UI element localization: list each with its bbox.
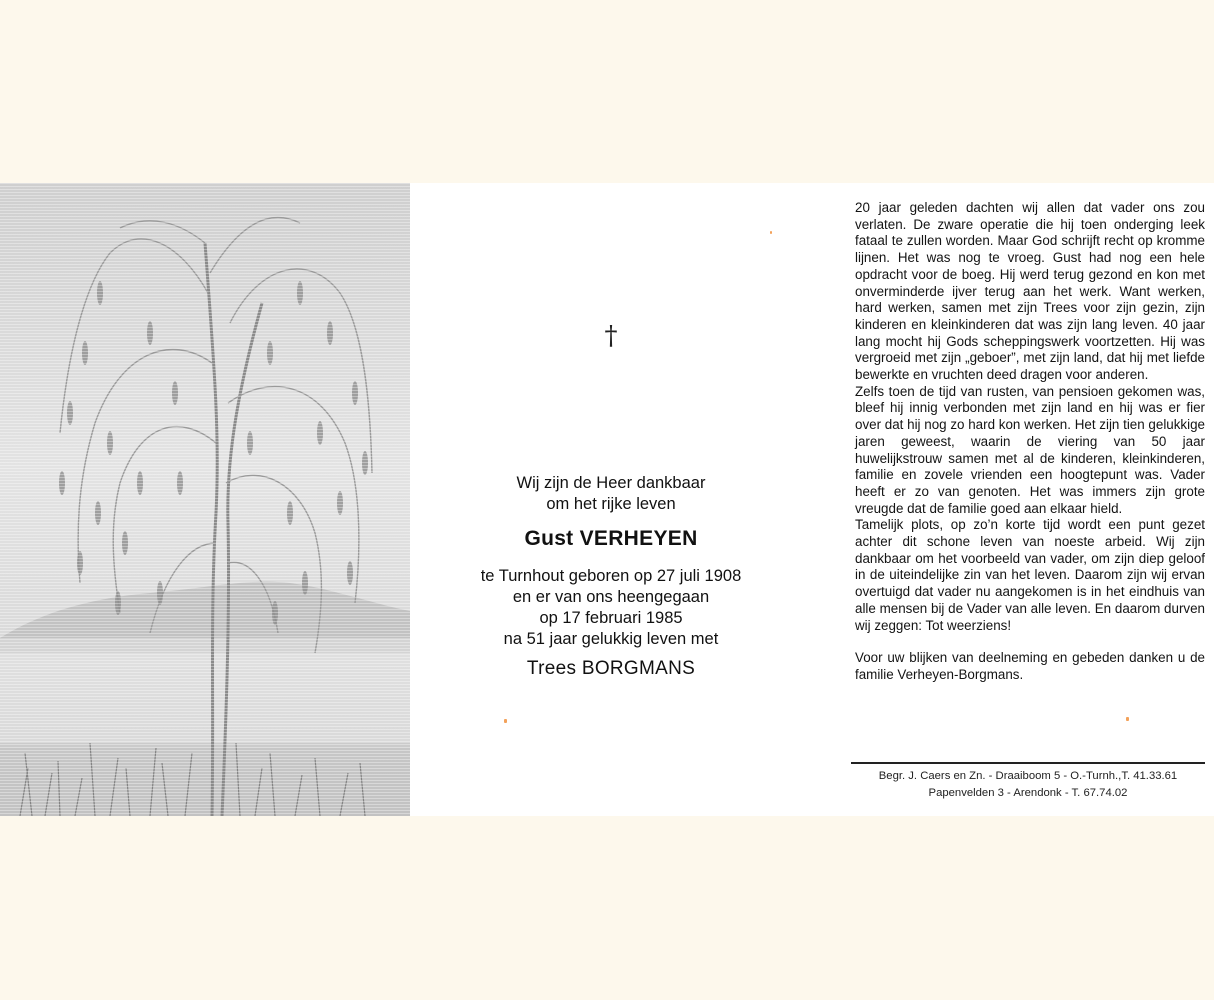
memorial-card bbox=[0, 183, 1214, 816]
paper-speck bbox=[770, 231, 772, 234]
tribute-paragraph: Tamelijk plots, op zo’n korte tijd wordt een punt gezet achter dit schone leven van noeste arbeid. Wij zijn dankbaar om het voorbeeld van vader, om zijn diep geloof in de uiteindelijke zin van het leven. Daarom zijn wij ervan overtuigd dat vader nu aangekomen is in het eindhuis van alle mensen bij de Vader van alle leven. En daarom durven wij zeggen: Tot weerziens! bbox=[855, 517, 1205, 633]
printer-line: Begr. J. Caers en Zn. - Draaiboom 5 - O.-Turnh.,T. 41.33.61 bbox=[878, 770, 1178, 782]
spouse-name: Trees BORGMANS bbox=[526, 658, 696, 679]
announcement-panel bbox=[410, 183, 812, 816]
cross-icon: † bbox=[604, 321, 618, 351]
tribute-paragraph: Zelfs toen de tijd van rusten, van pensioen gekomen was, bleef hij innig verbonden met zijn land en hij was er fier over dat hij nog zo hard kon werken. Het zijn tien gelukkige jaren geweest, waarin de viering van 50 jaar huwelijkstrouw samen met al de kinderen, kleinkinderen, familie en zovele vrienden een hoogtepunt was. Vader heeft er zo van genoten. Het was immers zijn grote vreugde dat de familie goed aan elkaar hield. bbox=[855, 383, 1205, 516]
dedication-line: Wij zijn de Heer dankbaar bbox=[516, 474, 706, 492]
life-details bbox=[410, 566, 812, 650]
tribute-paragraph: 20 jaar geleden dachten wij allen dat vader ons zou verlaten. De zware operatie die hij toen onderging leek fataal te zullen worden. Maar God schrijft recht op kromme lijnen. Het was nog te vroeg. Gust had nog een hele opdracht voor de boeg. Hij werd terug gezond en kon met onverminderde ijver terug aan het werk. Want werken, hard werken, samen met zijn Trees voor zijn gezin, zijn kinderen en kleinkinderen dat was zijn lang leven. 40 jaar lang mocht hij Gods scheppingswerk voortzetten. Hij was vergroeid met zijn „geboer”, met zijn land, dat hij met liefde bewerkte en vruchten deed dragen voor anderen. bbox=[855, 200, 1205, 383]
printer-divider bbox=[851, 762, 1205, 764]
deceased-name: Gust VERHEYEN bbox=[524, 527, 698, 550]
dedication-text bbox=[410, 473, 812, 515]
passing-line: en er van ons heengegaan bbox=[512, 588, 710, 606]
printer-line: Papenvelden 3 - Arendonk - T. 67.74.02 bbox=[928, 787, 1128, 799]
dedication-line: om het rijke leven bbox=[546, 495, 676, 513]
willow-tree-illustration bbox=[0, 183, 410, 816]
printer-imprint bbox=[851, 768, 1205, 802]
death-date-line: op 17 februari 1985 bbox=[539, 609, 683, 627]
tribute-text bbox=[855, 200, 1205, 684]
birth-line: te Turnhout geboren op 27 juli 1908 bbox=[480, 567, 742, 585]
paper-speck bbox=[1126, 717, 1129, 721]
paper-speck bbox=[504, 719, 507, 723]
marriage-line: na 51 jaar gelukkig leven met bbox=[503, 630, 719, 648]
thanks-text: Voor uw blijken van deelneming en gebeden danken u de familie Verheyen-Borgmans. bbox=[855, 650, 1205, 682]
